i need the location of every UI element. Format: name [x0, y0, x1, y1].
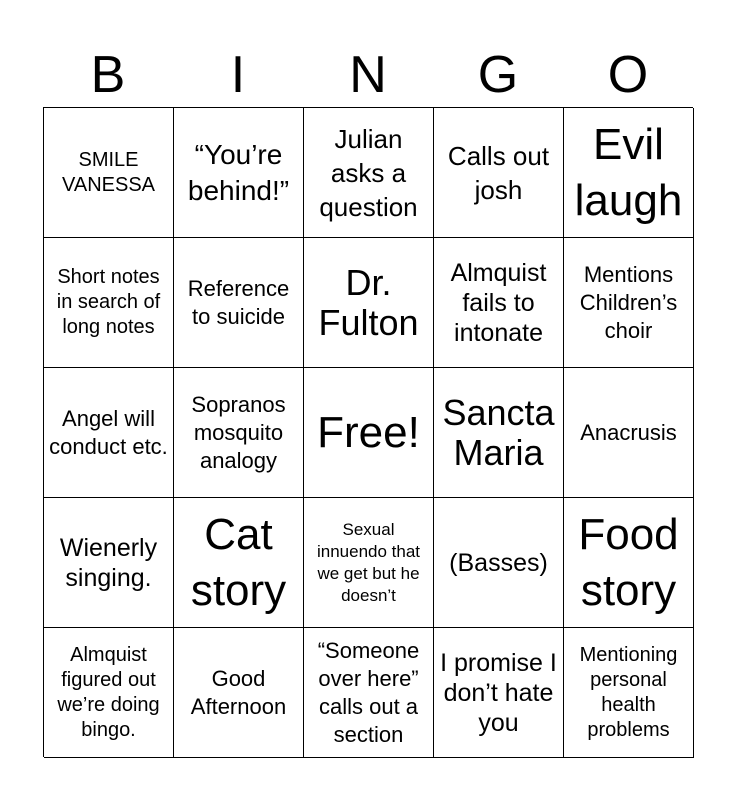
bingo-cell: Angel will conduct etc.	[44, 368, 174, 498]
bingo-cell: Sexual innuendo that we get but he doesn’t	[304, 498, 434, 628]
header-letter-g: G	[477, 46, 519, 104]
bingo-cell: Good Afternoon	[174, 628, 304, 758]
bingo-cell: Mentions Children’s choir	[564, 238, 694, 368]
bingo-cell: Free!	[304, 368, 434, 498]
bingo-cell: Reference to suicide	[174, 238, 304, 368]
bingo-cell: Sancta Maria	[434, 368, 564, 498]
header-letter-n: N	[349, 46, 387, 104]
bingo-cell: Wienerly singing.	[44, 498, 174, 628]
bingo-cell: Anacrusis	[564, 368, 694, 498]
bingo-cell: Dr. Fulton	[304, 238, 434, 368]
bingo-cell: Food story	[564, 498, 694, 628]
bingo-header	[43, 42, 693, 108]
bingo-cell: I promise I don’t hate you	[434, 628, 564, 758]
bingo-cell: Cat story	[174, 498, 304, 628]
bingo-cell: Sopranos mosquito analogy	[174, 368, 304, 498]
bingo-cell: Almquist fails to intonate	[434, 238, 564, 368]
header-letter-i: I	[230, 46, 246, 104]
bingo-cell: Short notes in search of long notes	[44, 238, 174, 368]
header-letter-o: O	[607, 46, 649, 104]
bingo-cell: Calls out josh	[434, 108, 564, 238]
bingo-cell: “You’re behind!”	[174, 108, 304, 238]
bingo-cell: (Basses)	[434, 498, 564, 628]
header-letter-b: B	[90, 46, 126, 104]
bingo-cell: Almquist figured out we’re doing bingo.	[44, 628, 174, 758]
bingo-cell: Mentioning personal health problems	[564, 628, 694, 758]
bingo-cell: “Someone over here” calls out a section	[304, 628, 434, 758]
bingo-cell: Evil laugh	[564, 108, 694, 238]
bingo-board	[43, 107, 693, 757]
bingo-cell: SMILE VANESSA	[44, 108, 174, 238]
bingo-cell: Julian asks a question	[304, 108, 434, 238]
